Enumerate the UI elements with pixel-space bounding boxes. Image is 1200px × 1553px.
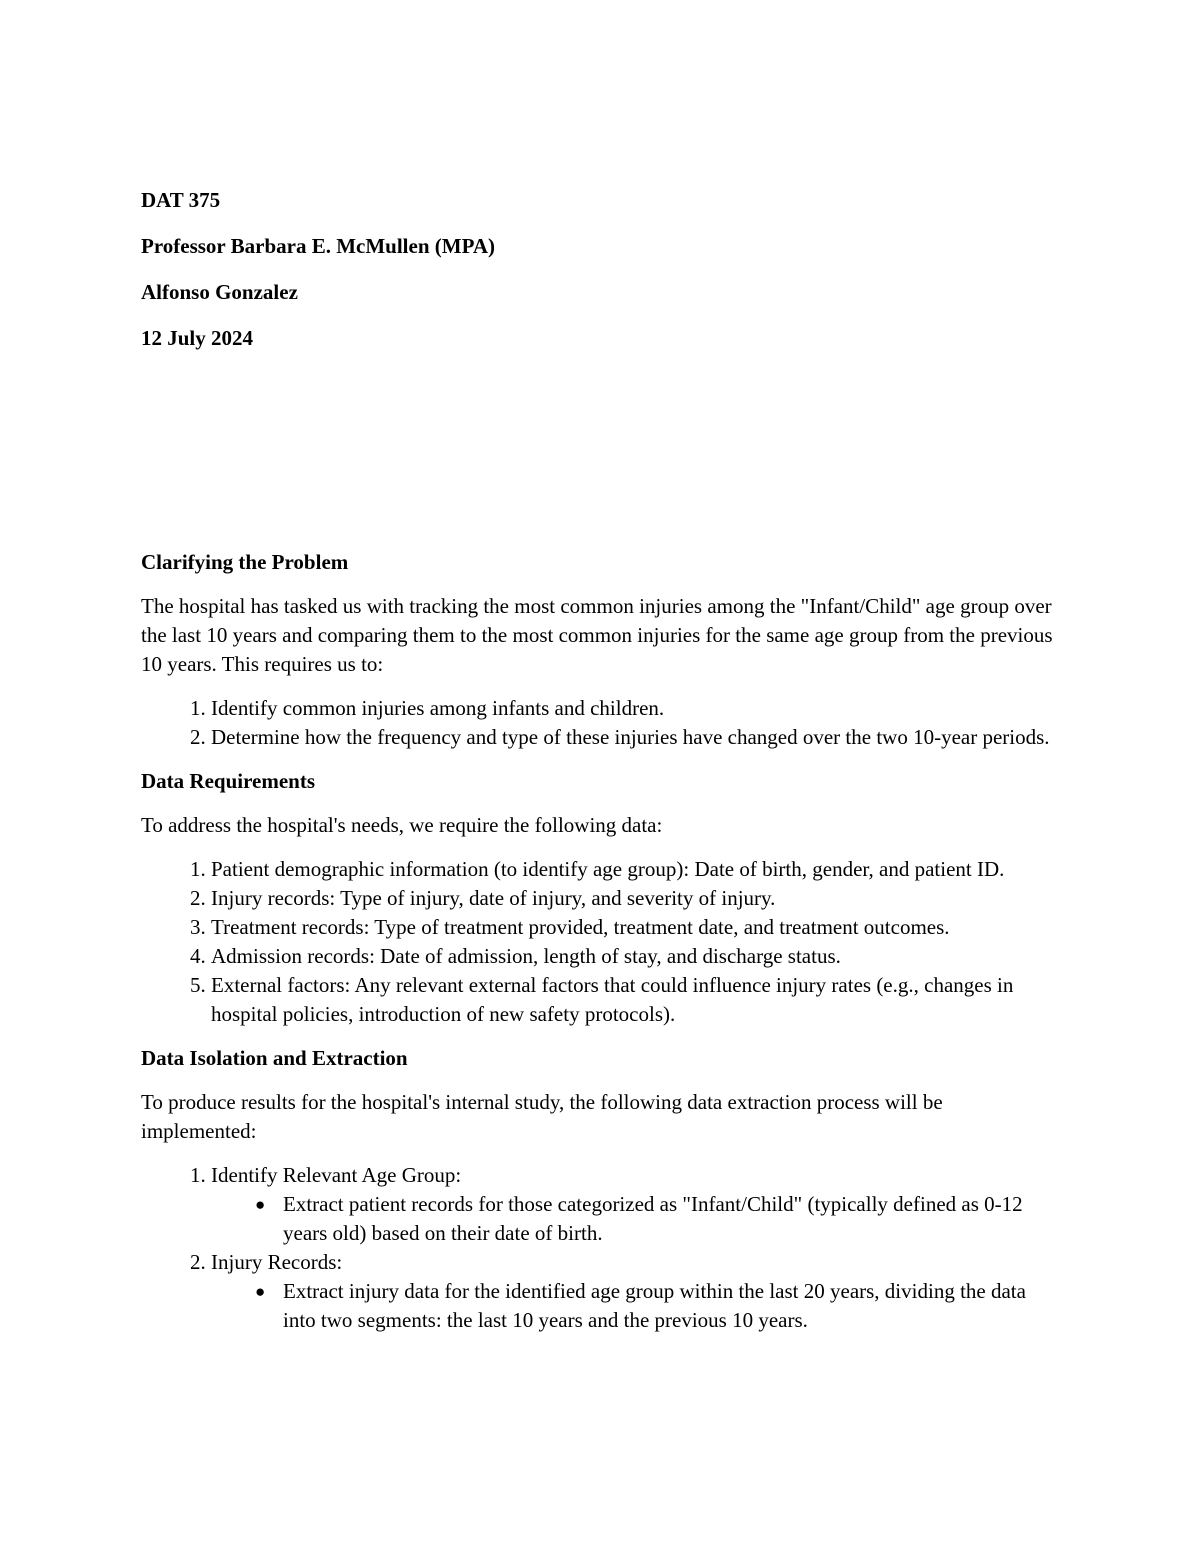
bullet-icon: ● (255, 1282, 266, 1301)
document-body (141, 186, 1061, 1350)
section-heading-requirements: Data Requirements (141, 769, 316, 793)
professor-name: Professor Barbara E. McMullen (MPA) (141, 234, 496, 258)
list-item: 4. Admission records: Date of admission, length of stay, and discharge status. (211, 942, 1061, 971)
list-item: 5. External factors: Any relevant external factors that could influence injury rates (e.g., changes in hospital policies, introduction of new safety protocols). (211, 971, 1061, 1029)
course-code: DAT 375 (141, 188, 221, 212)
bullet-icon: ● (255, 1195, 266, 1214)
list-item: 1. Identify common injuries among infants and children. (211, 694, 1061, 723)
sub-list (211, 1277, 1061, 1335)
list-item-label: Injury Records: (211, 1250, 343, 1274)
requirements-list (141, 855, 1061, 1029)
requirements-intro: To address the hospital's needs, we require the following data: (141, 813, 663, 837)
document-date: 12 July 2024 (141, 326, 254, 350)
list-item: 1. Patient demographic information (to identify age group): Date of birth, gender, and patient ID. (211, 855, 1061, 884)
extraction-list (141, 1161, 1061, 1335)
sub-list-item (255, 1190, 1061, 1248)
list-item: 2. Injury records: Type of injury, date of injury, and severity of injury. (211, 884, 1061, 913)
sub-list-item-text: Extract injury data for the identified age group within the last 20 years, dividing the data into two segments: the last 10 years and the previous 10 years. (283, 1279, 1026, 1332)
list-item (211, 1248, 1061, 1335)
section-heading-clarifying: Clarifying the Problem (141, 550, 349, 574)
clarifying-intro: The hospital has tasked us with tracking the most common injuries among the "Infant/Child" age group over the last 10 years and comparing them to the most common injuries for the same age group from the previous 10 years. This requires us to: (141, 594, 1053, 676)
sub-list-item (255, 1277, 1061, 1335)
list-item-label: Identify Relevant Age Group: (211, 1163, 462, 1187)
list-item: 2. Determine how the frequency and type of these injuries have changed over the two 10-year periods. (211, 723, 1061, 752)
clarifying-list (141, 694, 1061, 752)
extraction-intro: To produce results for the hospital's internal study, the following data extraction process will be implemented: (141, 1090, 943, 1143)
sub-list-item-text: Extract patient records for those categorized as "Infant/Child" (typically defined as 0-12 years old) based on their date of birth. (283, 1192, 1023, 1245)
list-item: 3. Treatment records: Type of treatment provided, treatment date, and treatment outcomes. (211, 913, 1061, 942)
section-heading-extraction: Data Isolation and Extraction (141, 1046, 408, 1070)
title-spacer (141, 370, 1061, 548)
student-name: Alfonso Gonzalez (141, 280, 298, 304)
sub-list (211, 1190, 1061, 1248)
list-item (211, 1161, 1061, 1248)
